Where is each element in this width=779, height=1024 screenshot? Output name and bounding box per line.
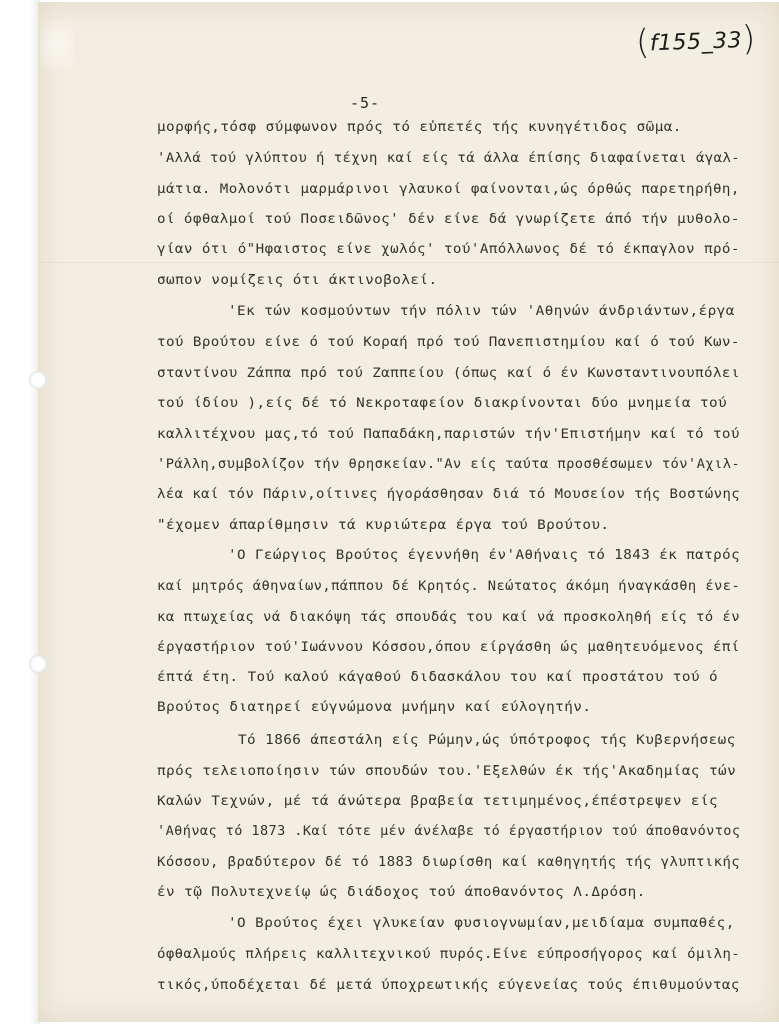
archive-reference-paren-right: ): [741, 18, 757, 60]
text-line: 'Ράλλη,συμβολίζον τήν θρησκείαν."Αν είς ταύτα προσθέσωμεν τόν'Αχιλ-: [157, 457, 741, 472]
text-line: σωπον νομίζεις ότι άκτινοβολεί.: [157, 273, 438, 288]
text-line: Βρούτος διατηρεί εύγνώμονα μνήμην καί εύλογητήν.: [157, 700, 592, 715]
text-line: έν τῷ Πολυτεχνείῳ ώς διάδοχος τού άποθανόντος Λ.Δρόση.: [157, 885, 646, 900]
page-number: -5-: [350, 94, 381, 112]
text-line: κα πτωχείας νά διακόψη τάς σπουδάς του καί νά προσκοληθή είς τό έν: [157, 610, 741, 625]
text-line: οί όφθαλμοί τού Ποσειδῶνος' δέν είνε δά γνωρίζετε άπό τήν μυθολο-: [157, 212, 740, 227]
text-line: έργαστήριον τού'Ιωάννου Κόσσου,όπου είργάσθη ώς μαθητευόμενος έπί: [157, 640, 740, 655]
text-line: Καλών Τεχνών, μέ τά άνώτερα βραβεία τετιμημένος,έπέστρεψεν είς: [157, 794, 719, 809]
text-line: τού ίδίου ),είς δέ τό Νεκροταφείον διακρίνονται δύο μνημεία τού: [157, 396, 728, 411]
text-line: όφθαλμούς πλήρεις καλλιτεχνικού πυρός.Είνε εύπροσήγορος καί όμιλη-: [157, 947, 741, 962]
text-line: 'Εκ τών κοσμούντων τήν πόλιν τών 'Αθηνών άνδριάντων,έργα: [228, 304, 735, 319]
archive-reference-paren-left: (: [635, 22, 651, 63]
text-line: έπτά έτη. Τού καλού κάγαθού διδασκάλου του καί προστάτου τού ό: [157, 670, 719, 685]
text-line: τικός,ύποδέχεται δέ μετά ύποχρεωτικής εύγενείας τούς έπιθυμούντας: [157, 978, 740, 993]
text-line: τού Βρούτου είνε ό τού Κοραή πρό τού Πανεπιστημίου καί ό τού Κων-: [157, 335, 740, 350]
text-line: "έχομεν άπαρίθμησιν τά κυριώτερα έργα τού Βρούτου.: [157, 518, 610, 533]
text-line: 'Αθήνας τό 1873 .Καί τότε μέν άνέλαβε τό έργαστήριον τού άποθανόντος: [157, 824, 741, 839]
text-line: 'Ο Βρούτος έχει γλυκείαν φυσιογνωμίαν,μειδίαμα συμπαθές,: [228, 916, 735, 931]
text-line: 'Αλλά τού γλύπτου ή τέχνη καί είς τά άλλα έπίσης διαφαίνεται άγαλ-: [157, 151, 741, 166]
text-line: σταντίνου Ζάππα πρό τού Ζαππείου (όπως καί ό έν Κωνσταντινουπόλει: [157, 366, 740, 381]
text-line: γίαν ότι ό"Ηφαιστος είνε χωλός' τού'Απόλλωνος δέ τό έκπαγλον πρό-: [157, 242, 740, 257]
text-line: λέα καί τόν Πάριν,οίτινες ήγοράσθησαν διά τό Μουσείον τής Βοστώνης: [157, 487, 741, 502]
text-line: Τό 1866 άπεστάλη είς Ρώμην,ώς ύπότροφος τής Κυβερνήσεως: [238, 733, 736, 748]
archive-reference-text: f155_33: [649, 28, 743, 57]
text-line: 'Ο Γεώργιος Βρούτος έγεννήθη έν'Αθήναις τό 1843 έκ πατρός: [228, 548, 741, 563]
text-line: μορφής,τόσφ σύμφωνον πρός τό εὐπετές τής κυνηγέτιδος σῶμα.: [157, 120, 682, 135]
text-line: Κόσσου, βραδύτερον δέ τό 1883 διωρίσθη καί καθηγητής τής γλυπτικής: [157, 855, 741, 870]
text-line: πρός τελειοποίησιν τών σπουδών του.'Εξελθών έκ τής'Ακαδημίας τών: [157, 764, 737, 779]
text-line: καί μητρός άθηναίων,πάππου δέ Κρητός. Νεώτατος άκόμη ήναγκάσθη ένε-: [157, 579, 741, 594]
text-line: καλλιτέχνου μας,τό τού Παπαδάκη,παριστών τήν'Επιστήμην καί τό τού: [157, 427, 740, 442]
text-line: μάτια. Μολονότι μαρμάρινοι γλαυκοί φαίνονται,ώς όρθώς παρετηρήθη,: [157, 182, 740, 197]
